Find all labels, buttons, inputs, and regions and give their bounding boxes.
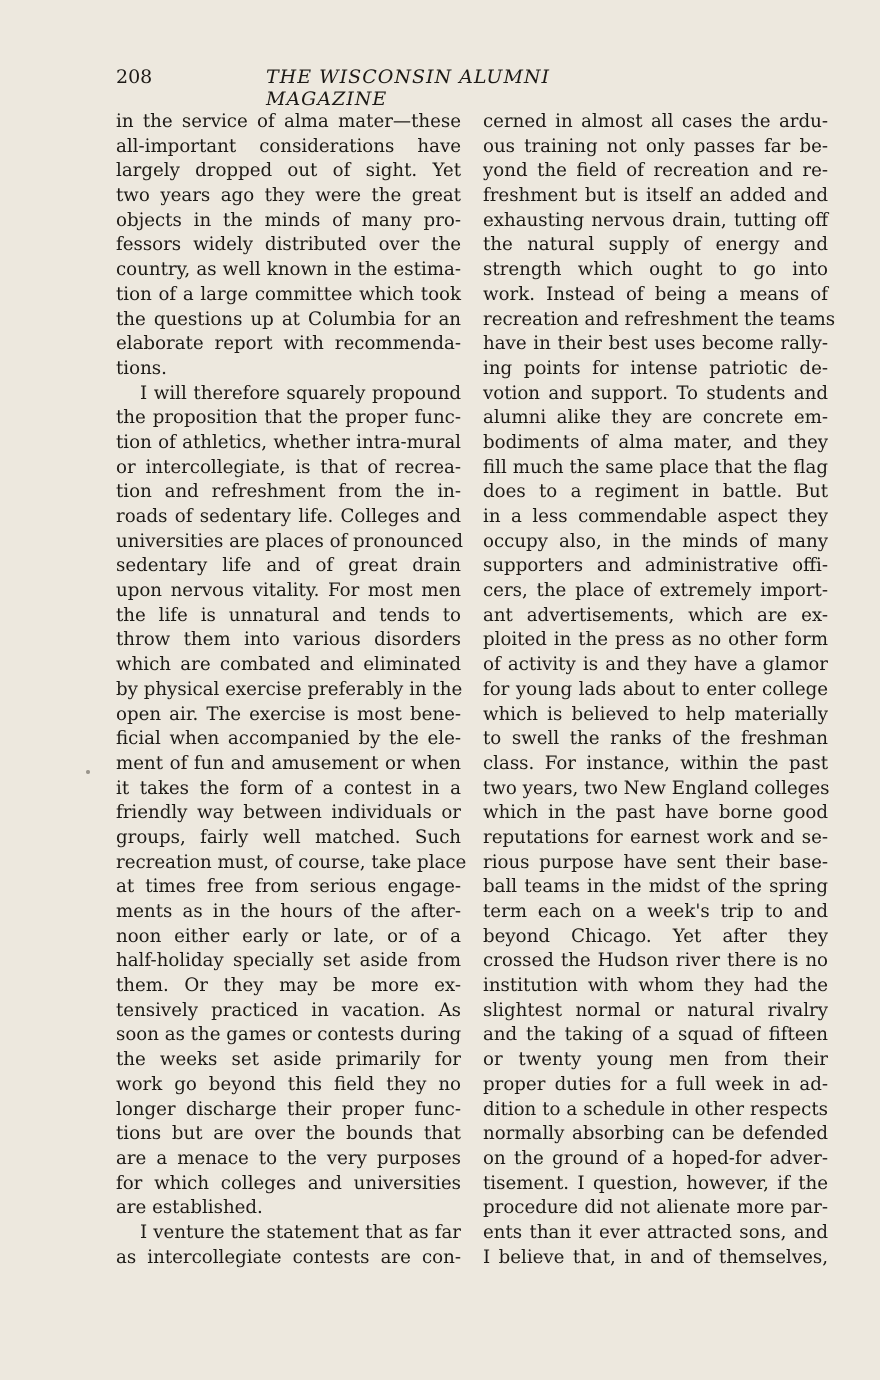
- text-line: for which colleges and universities: [116, 1172, 461, 1194]
- text-line: procedure did not alienate more par-: [483, 1197, 828, 1219]
- text-line: occupy also, in the minds of many: [483, 530, 828, 552]
- left-column: [116, 110, 467, 1270]
- text-line: beyond Chicago. Yet after they: [483, 925, 828, 947]
- text-line: I believe that, in and of themselves,: [483, 1246, 828, 1268]
- text-line: or intercollegiate, is that of recrea-: [116, 456, 461, 478]
- text-line: ments as in the hours of the after-: [116, 901, 461, 922]
- text-line: or twenty young men from their: [483, 1049, 828, 1071]
- text-line: the questions up at Columbia for an: [116, 308, 461, 330]
- text-line: for young lads about to enter college: [483, 678, 828, 700]
- text-line: the proposition that the proper func-: [116, 407, 461, 429]
- text-line: tions but are over the bounds that: [116, 1123, 461, 1145]
- text-line: tion of athletics, whether intra-mural: [116, 431, 461, 453]
- text-line: strength which ought to go into: [483, 259, 828, 281]
- text-line: slightest normal or natural rivalry: [483, 999, 828, 1021]
- text-line: largely dropped out of sight. Yet: [116, 160, 461, 182]
- text-line: elaborate report with recommenda-: [116, 333, 461, 355]
- text-line: term each on a week's trip to and: [483, 901, 828, 922]
- text-line: at times free from serious engage-: [116, 876, 461, 898]
- text-line: recreation and refreshment the teams: [483, 308, 836, 330]
- text-line: I will therefore squarely propound: [140, 382, 461, 404]
- text-line: in a less commendable aspect they: [483, 506, 828, 527]
- text-line: groups, fairly well matched. Such: [116, 826, 461, 848]
- text-line: yond the field of recreation and re-: [483, 160, 828, 182]
- text-line: objects in the minds of many pro-: [116, 209, 461, 231]
- text-line: open air. The exercise is most bene-: [116, 703, 461, 725]
- text-line: cers, the place of extremely import-: [483, 580, 828, 602]
- text-line: normally absorbing can be defended: [483, 1123, 828, 1145]
- text-line: ents than it ever attracted sons, and: [483, 1221, 828, 1243]
- text-line: and the taking of a squad of fifteen: [483, 1024, 828, 1046]
- text-line: tion and refreshment from the in-: [116, 481, 461, 503]
- text-line: ing points for intense patriotic de-: [483, 357, 828, 379]
- text-line: the natural supply of energy and: [483, 234, 828, 256]
- text-line: rious purpose have sent their base-: [483, 851, 828, 873]
- text-line: ous training not only passes far be-: [483, 135, 828, 157]
- text-line: class. For instance, within the past: [483, 752, 828, 774]
- text-line: it takes the form of a contest in a: [116, 777, 461, 799]
- text-line: friendly way between individuals or: [116, 802, 461, 824]
- text-line: work. Instead of being a means of: [483, 283, 828, 305]
- text-line: which in the past have borne good: [483, 802, 828, 824]
- text-line: the weeks set aside primarily for: [116, 1049, 461, 1071]
- text-line: them. Or they may be more ex-: [116, 975, 461, 997]
- journal-title: THE WISCONSIN ALUMNI MAGAZINE: [266, 66, 551, 110]
- text-line: ploited in the press as no other form: [483, 629, 828, 651]
- text-line: to swell the ranks of the freshman: [483, 728, 828, 750]
- text-line: throw them into various disorders: [116, 629, 461, 651]
- text-line: two years, two New England colleges: [483, 777, 830, 799]
- text-line: in the service of alma mater—these: [116, 111, 461, 132]
- text-line: institution with whom they had the: [483, 975, 828, 997]
- text-line: reputations for earnest work and se-: [483, 826, 828, 848]
- text-line: ment of fun and amusement or when: [116, 752, 461, 774]
- text-line: supporters and administrative offi-: [483, 555, 828, 577]
- running-head: [116, 62, 676, 110]
- text-line: tion of a large committee which took: [116, 283, 461, 305]
- text-line: the life is unnatural and tends to: [116, 604, 461, 626]
- text-line: two years ago they were the great: [116, 185, 461, 207]
- text-line: exhausting nervous drain, tutting off: [483, 209, 828, 231]
- text-line: ball teams in the midst of the spring: [483, 876, 828, 898]
- text-line: does to a regiment in battle. But: [483, 481, 828, 503]
- text-line: ficial when accompanied by the ele-: [116, 728, 461, 750]
- text-line: bodiments of alma mater, and they: [483, 431, 828, 453]
- text-line: recreation must, of course, take place: [116, 851, 467, 873]
- text-line: are a menace to the very purposes: [116, 1147, 461, 1169]
- text-line: fessors widely distributed over the: [116, 234, 461, 256]
- text-line: all-important considerations have: [116, 135, 461, 157]
- text-line: universities are places of pronounced: [116, 530, 464, 552]
- text-line: by physical exercise preferably in the: [116, 678, 463, 700]
- text-line: tions.: [116, 357, 167, 379]
- text-line: proper duties for a full week in ad-: [483, 1073, 828, 1095]
- text-line: dition to a schedule in other respects: [483, 1098, 828, 1120]
- text-line: of activity is and they have a glamor: [483, 654, 828, 676]
- text-line: noon either early or late, or of a: [116, 925, 461, 947]
- text-line: votion and support. To students and: [483, 382, 828, 404]
- print-speck: [86, 770, 90, 774]
- text-line: freshment but is itself an added and: [483, 185, 828, 207]
- page-number: 208: [116, 66, 153, 88]
- text-line: longer discharge their proper func-: [116, 1098, 461, 1120]
- text-line: as intercollegiate contests are con-: [116, 1246, 461, 1268]
- text-line: half-holiday specially set aside from: [116, 950, 461, 972]
- text-line: upon nervous vitality. For most men: [116, 580, 461, 602]
- right-column: [483, 110, 836, 1270]
- text-line: fill much the same place that the flag: [483, 456, 828, 478]
- text-line: which are combated and eliminated: [116, 654, 461, 676]
- text-line: I venture the statement that as far: [140, 1221, 461, 1243]
- text-line: crossed the Hudson river there is no: [483, 950, 828, 972]
- text-line: soon as the games or contests during: [116, 1024, 462, 1046]
- text-line: have in their best uses become rally-: [483, 333, 828, 355]
- text-line: sedentary life and of great drain: [116, 555, 461, 577]
- text-line: ant advertisements, which are ex-: [483, 604, 828, 626]
- text-line: work go beyond this field they no: [116, 1073, 461, 1095]
- text-line: tisement. I question, however, if the: [483, 1172, 828, 1194]
- text-line: are established.: [116, 1197, 263, 1219]
- text-line: tensively practiced in vacation. As: [116, 999, 461, 1021]
- text-line: alumni alike they are concrete em-: [483, 407, 828, 429]
- text-line: which is believed to help materially: [483, 703, 828, 725]
- text-line: roads of sedentary life. Colleges and: [116, 506, 461, 527]
- text-line: country, as well known in the estima-: [116, 259, 461, 281]
- text-line: cerned in almost all cases the ardu-: [483, 111, 828, 132]
- text-line: on the ground of a hoped-for adver-: [483, 1147, 828, 1169]
